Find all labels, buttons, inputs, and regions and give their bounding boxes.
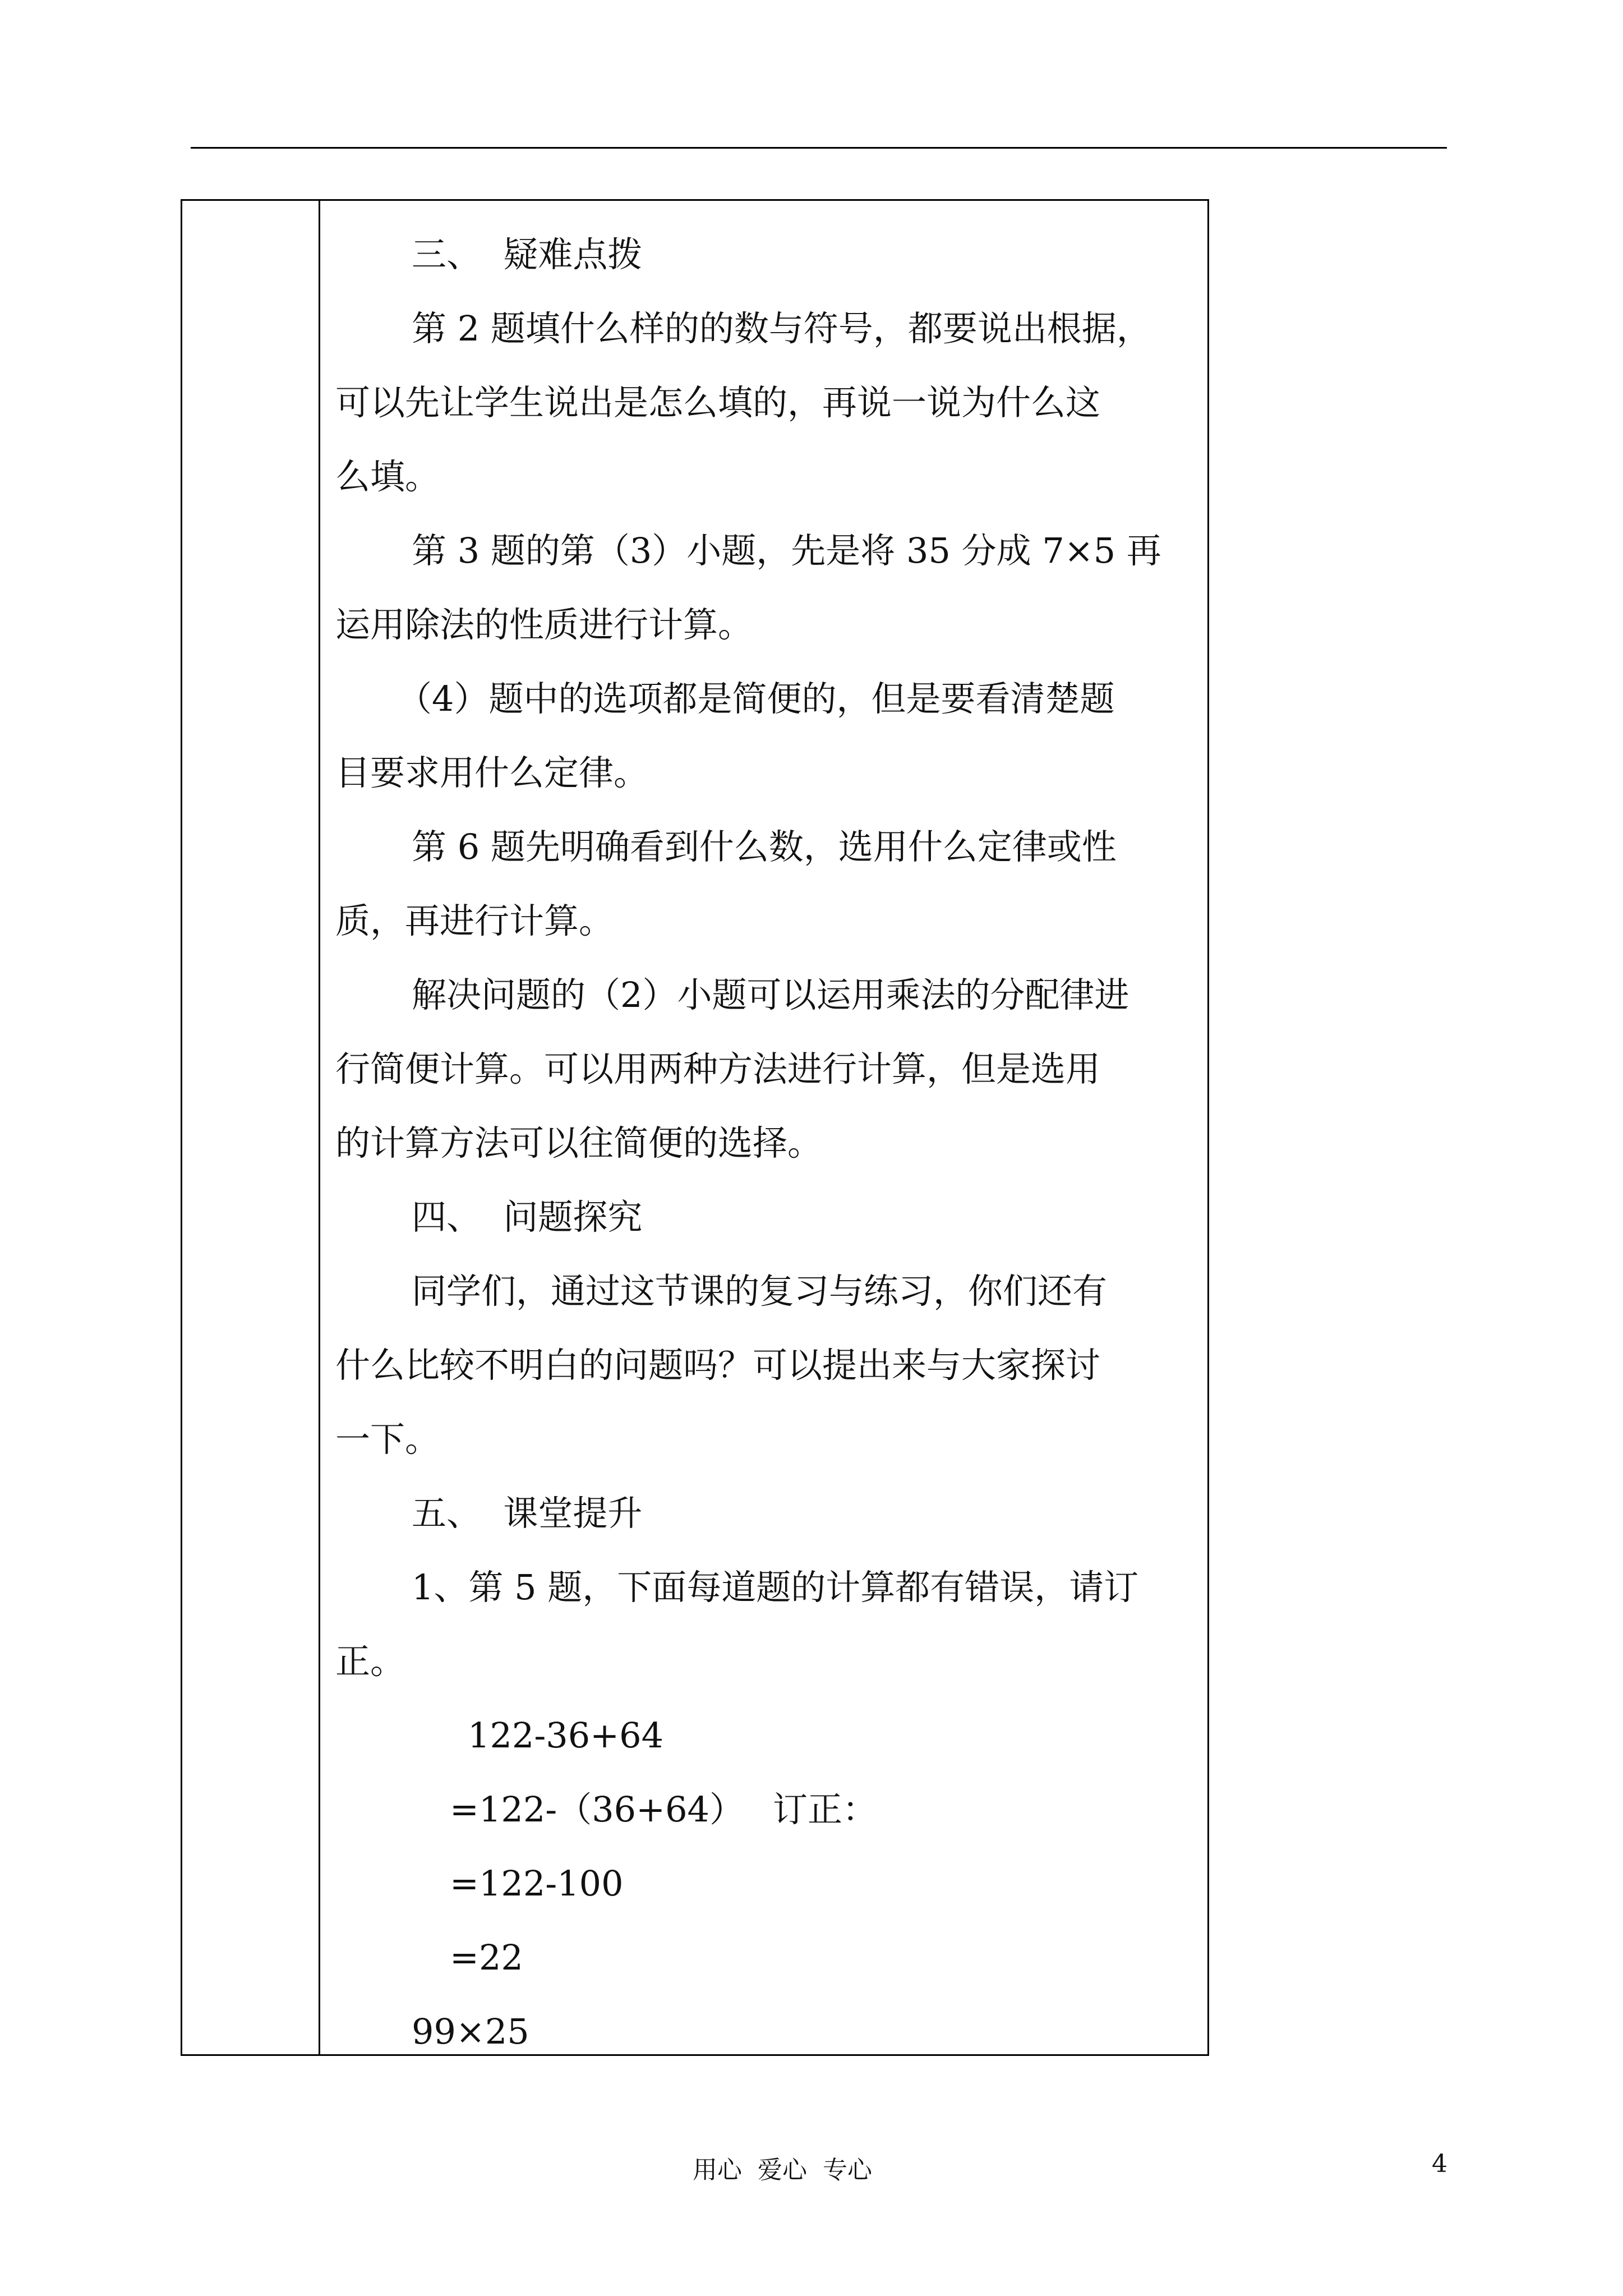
section-heading-3: 三、 疑难点拨: [412, 234, 643, 275]
paragraph-line: 质，再进行计算。: [335, 900, 614, 941]
page-number: 4: [1432, 2150, 1447, 2178]
paragraph-line: 么填。: [335, 456, 440, 497]
paragraph-line: 第 3 题的第（3）小题，先是将 35 分成 7×5 再: [412, 530, 1161, 571]
paragraph-line: 什么比较不明白的问题吗？可以提出来与大家探讨: [335, 1345, 1101, 1386]
paragraph-line: 1、第 5 题，下面每道题的计算都有错误，请订: [412, 1567, 1139, 1608]
math-expression: 122-36+64: [468, 1715, 664, 1756]
math-expression: =122-（36+64）: [450, 1789, 744, 1830]
paragraph-line: 运用除法的性质进行计算。: [335, 604, 753, 645]
header-rule: [191, 147, 1447, 149]
math-expression: =22: [450, 1937, 523, 1978]
math-expression: 99×25: [412, 2011, 529, 2052]
footer-motto: 用心 爱心 专心: [693, 2156, 872, 2184]
section-heading-5: 五、 课堂提升: [412, 1493, 643, 1534]
paragraph-line: 的计算方法可以往简便的选择。: [335, 1122, 823, 1163]
math-expression: =122-100: [450, 1863, 624, 1904]
paragraph-line: 行简便计算。可以用两种方法进行计算，但是选用: [335, 1048, 1101, 1089]
paragraph-line: 解决问题的（2）小题可以运用乘法的分配律进: [412, 974, 1129, 1015]
section-heading-4: 四、 问题探究: [412, 1197, 643, 1237]
paragraph-line: 可以先让学生说出是怎么填的，再说一说为什么这: [335, 382, 1101, 423]
paragraph-line: 同学们，通过这节课的复习与练习，你们还有: [412, 1271, 1108, 1312]
paragraph-line: 第 6 题先明确看到什么数，选用什么定律或性: [412, 826, 1117, 867]
paragraph-line: 第 2 题填什么样的的数与符号，都要说出根据，: [412, 308, 1151, 349]
paragraph-line: 一下。: [335, 1419, 440, 1460]
table-column-divider: [319, 199, 320, 2056]
paragraph-line: （4）题中的选项都是简便的，但是要看清楚题: [397, 678, 1115, 719]
paragraph-line: 目要求用什么定律。: [335, 752, 649, 793]
paragraph-line: 正。: [335, 1641, 405, 1682]
correction-label: 订正：: [773, 1789, 878, 1830]
